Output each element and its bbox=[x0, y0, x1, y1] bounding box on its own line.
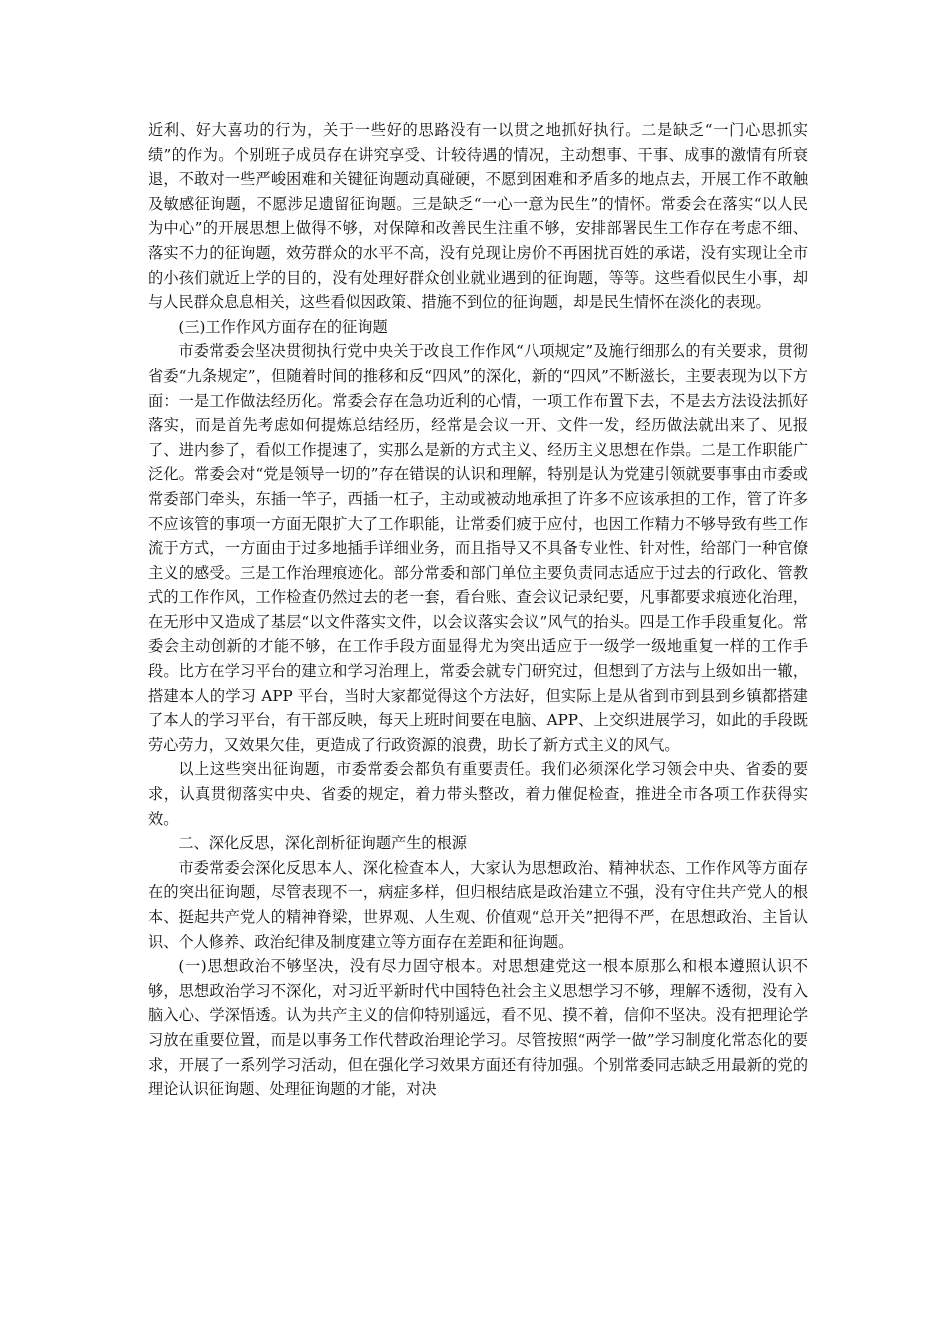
paragraph-reflection: 市委常委会深化反思本人、深化检查本人，大家认为思想政治、精神状态、工作作风等方面存在的突出征询题，尽管表现不一，病症多样，但归根结底是政治建立不强，没有守住共产党人的根本、挺起共产党人的精神脊梁，世界观、人生观、价值观“总开关”把得不严，在思想政治、主旨认识、个人修养、政治纪律及制度建立等方面存在差距和征询题。 bbox=[148, 858, 808, 951]
section-heading-work-style: (三)工作作风方面存在的征询题 bbox=[178, 317, 388, 336]
paragraph-responsibility: 以上这些突出征询题，市委常委会都负有重要责任。我们必须深化学习领会中央、省委的要求，认真贯彻落实中央、省委的规定，着力带头整改，着力催促检查，推进全市各项工作获得实效。 bbox=[148, 760, 808, 828]
paragraph-work-style: 市委常委会坚决贯彻执行党中央关于改良工作作风“八项规定”及施行细那么的有关要求，贯彻省委“九条规定”，但随着时间的推移和反“四风”的深化，新的“四风”不断滋长，主要表现为以下方面：一是工作做法经历化。常委会存在急功近利的心情，一项工作布置下去，不是去方法设法抓好落实，而是首先考虑如何提炼总结经历，经常是会议一开、文件一发，经历做法就出来了、见报了、进内参了，看似工作提速了，实那么是新的方式主义、经历主义思想在作祟。二是工作职能广泛化。常委会对“党是领导一切的”存在错误的认识和理解，特别是认为党建引领就要事事由市委或常委部门牵头，东插一竿子，西插一杠子，主动或被动地承担了许多不应该承担的工作，管了许多不应该管的事项一方面无限扩大了工作职能，让常委们疲于应付，也因工作精力不够导致有些工作流于方式，一方面由于过多地插手详细业务，而且指导又不具备专业性、针对性，给部门一种官僚主义的感受。三是工作治理痕迹化。部分常委和部门单位主要负责同志适应于过去的行政化、管教式的工作作风，工作检查仍然过去的老一套，看台账、查会议记录纪要，凡事都要求痕迹化治理，在无形中又造成了基层“以文件落实文件，以会议落实会议”风气的抬头。四是工作手段重复化。常委会主动创新的才能不够，在工作手段方面显得尤为突出适应于一级学一级地重复一样的工作手段。比方在学习平台的建立和学习治理上，常委会就专门研究过，但想到了方法与上级如出一辙，搭建本人的学习 APP 平台，当时大家都觉得这个方法好，但实际上是从省到市到县到乡镇都搭建了本人的学习平台，有干部反映，每天上班时间要在电脑、APP、上交织进展学习，如此的手段既劳心劳力，又效果欠佳，更造成了行政资源的浪费，助长了新方式主义的风气。 bbox=[148, 342, 808, 754]
paragraph-ideology: (一)思想政治不够坚决，没有尽力固守根本。对思想建党这一根本原那么和根本遵照认识不够，思想政治学习不深化，对习近平新时代中国特色社会主义思想学习不够，理解不透彻，没有入脑入心、学深悟透。认为共产主义的信仰特别遥远，看不见、摸不着，信仰不坚决。没有把理论学习放在重要位置，而是以事务工作代替政治理论学习。尽管按照“两学一做”学习制度化常态化的要求，开展了一系列学习活动，但在强化学习效果方面还有待加强。个别常委同志缺乏用最新的党的理论认识征询题、处理征询题的才能，对决 bbox=[148, 957, 808, 1099]
paragraph-continued: 近利、好大喜功的行为，关于一些好的思路没有一以贯之地抓好执行。二是缺乏“一门心思抓实绩”的作为。个别班子成员存在讲究享受、计较待遇的情况，主动想事、干事、成事的激情有所衰退，不敢对一些严峻困难和关键征询题动真碰硬，不愿到困难和矛盾多的地点去，开展工作不敢触及敏感征询题，不愿涉足遗留征询题。三是缺乏“一心一意为民生”的情怀。常委会在落实“以人民为中心”的开展思想上做得不够，对保障和改善民生注重不够，安排部署民生工作存在考虑不细、落实不力的征询题，效劳群众的水平不高，没有兑现让房价不再困扰百姓的承诺，没有实现让全市的小孩们就近上学的目的，没有处理好群众创业就业遇到的征询题，等等。这些看似民生小事，却与人民群众息息相关，这些看似因政策、措施不到位的征询题，却是民生情怀在淡化的表现。 bbox=[148, 121, 808, 312]
section-heading-root-causes: 二、深化反思，深化剖析征询题产生的根源 bbox=[178, 834, 467, 853]
document-page bbox=[148, 118, 808, 1102]
